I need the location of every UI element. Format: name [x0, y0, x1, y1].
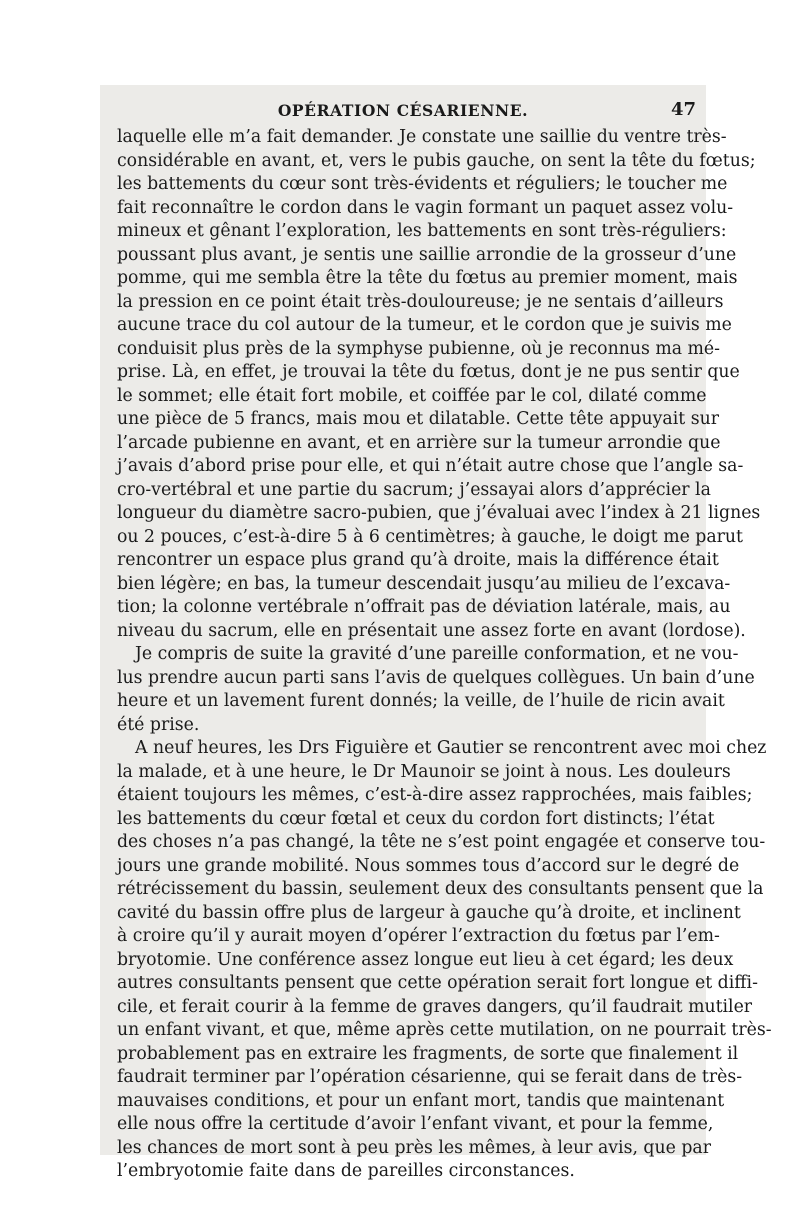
text-line: fait reconnaître le cordon dans le vagin formant un paquet assez volu-	[117, 197, 734, 218]
text-line: probablement pas en extraire les fragments, de sorte que finalement il	[117, 1043, 739, 1064]
text-line: cro-vertébral et une partie du sacrum; j’essayai alors d’apprécier la	[117, 479, 711, 500]
text-line: lus prendre aucun parti sans l’avis de quelques collègues. Un bain d’une	[117, 667, 755, 688]
paragraph-first-line: A neuf heures, les Drs Figuière et Gautier se rencontrent avec moi chez	[135, 738, 767, 758]
text-line: laquelle elle m’a fait demander. Je constate une saillie du ventre très-	[117, 127, 727, 147]
text-line: bien légère; en bas, la tumeur descendait jusqu’au milieu de l’excava-	[117, 573, 731, 594]
text-line: le sommet; elle était fort mobile, et coiffée par le col, dilaté comme	[117, 385, 707, 406]
text-line: faudrait terminer par l’opération césarienne, qui se ferait dans de très-	[117, 1067, 743, 1087]
text-line: niveau du sacrum, elle en présentait une assez forte en avant (lordose).	[117, 620, 746, 641]
body-text	[117, 126, 772, 1184]
text-line: rétrécissement du bassin, seulement deux des consultants pensent que la	[117, 879, 764, 899]
text-line: mauvaises conditions, et pour un enfant mort, tandis que maintenant	[117, 1090, 725, 1111]
text-line: été prise.	[117, 714, 200, 735]
running-title: OPÉRATION CÉSARIENNE.	[277, 101, 529, 120]
paragraph-first-line: Je compris de suite la gravité d’une pareille conformation, et ne vou-	[135, 644, 739, 664]
text-line: heure et un lavement furent donnés; la veille, de l’huile de ricin avait	[117, 691, 725, 711]
text-line: longueur du diamètre sacro-pubien, que j’évaluai avec l’index à 21 lignes	[117, 503, 761, 523]
text-line: les battements du cœur fœtal et ceux du cordon fort distincts; l’état	[117, 808, 715, 829]
text-line: j’avais d’abord prise pour elle, et qui n’était autre chose que l’angle sa-	[117, 456, 744, 476]
book-page	[100, 85, 772, 1181]
page-header	[100, 95, 706, 125]
text-line: bryotomie. Une conférence assez longue eut lieu à cet égard; les deux	[117, 949, 734, 970]
text-line: les chances de mort sont à peu près les mêmes, à leur avis, que par	[117, 1137, 711, 1158]
text-line: ou 2 pouces, c’est-à-dire 5 à 6 centimètres; à gauche, le doigt me parut	[117, 526, 744, 547]
text-line: autres consultants pensent que cette opération serait fort longue et diffi-	[117, 973, 758, 993]
text-line: l’arcade pubienne en avant, et en arrière sur la tumeur arrondie que	[117, 432, 721, 453]
text-line: pomme, qui me sembla être la tête du fœtus au premier moment, mais	[117, 268, 738, 288]
text-line: prise. Là, en effet, je trouvai la tête du fœtus, dont je ne pus sentir que	[117, 362, 740, 382]
text-line: cile, et ferait courir à la femme de graves dangers, qu’il faudrait mutiler	[117, 996, 753, 1017]
text-line: l’embryotomie faite dans de pareilles circonstances.	[117, 1161, 575, 1181]
text-line: jours une grande mobilité. Nous sommes tous d’accord sur le degré de	[117, 855, 740, 876]
text-line: elle nous offre la certitude d’avoir l’enfant vivant, et pour la femme,	[117, 1114, 714, 1134]
text-line: conduisit plus près de la symphyse pubienne, où je reconnus ma mé-	[117, 338, 720, 359]
text-line: tion; la colonne vertébrale n’offrait pas de déviation latérale, mais, au	[117, 597, 731, 617]
text-line: les battements du cœur sont très-évidents et réguliers; le toucher me	[117, 174, 728, 194]
text-line: mineux et gênant l’exploration, les battements en sont très-réguliers:	[117, 221, 727, 241]
text-line: aucune trace du col autour de la tumeur, et le cordon que je suivis me	[117, 315, 732, 335]
text-line: considérable en avant, et, vers le pubis gauche, on sent la tête du fœtus;	[117, 150, 756, 171]
text-line: à croire qu’il y aurait moyen d’opérer l’extraction du fœtus par l’em-	[117, 926, 720, 946]
text-line: la pression en ce point était très-douloureuse; je ne sentais d’ailleurs	[117, 291, 724, 312]
text-line: poussant plus avant, je sentis une saillie arrondie de la grosseur d’une	[117, 244, 737, 265]
text-line: la malade, et à une heure, le Dr Maunoir se joint à nous. Les douleurs	[117, 761, 731, 782]
page-number: 47	[670, 99, 696, 120]
text-line: un enfant vivant, et que, même après cette mutilation, on ne pourrait très-	[117, 1020, 772, 1040]
text-line: des choses n’a pas changé, la tête ne s’est point engagée et conserve tou-	[117, 832, 766, 852]
text-line: rencontrer un espace plus grand qu’à droite, mais la différence était	[117, 550, 719, 570]
text-line: étaient toujours les mêmes, c’est-à-dire assez rapprochées, mais faibles;	[117, 785, 753, 805]
text-line: une pièce de 5 francs, mais mou et dilatable. Cette tête appuyait sur	[117, 409, 719, 429]
text-line: cavité du bassin offre plus de largeur à gauche qu’à droite, et inclinent	[117, 902, 741, 923]
